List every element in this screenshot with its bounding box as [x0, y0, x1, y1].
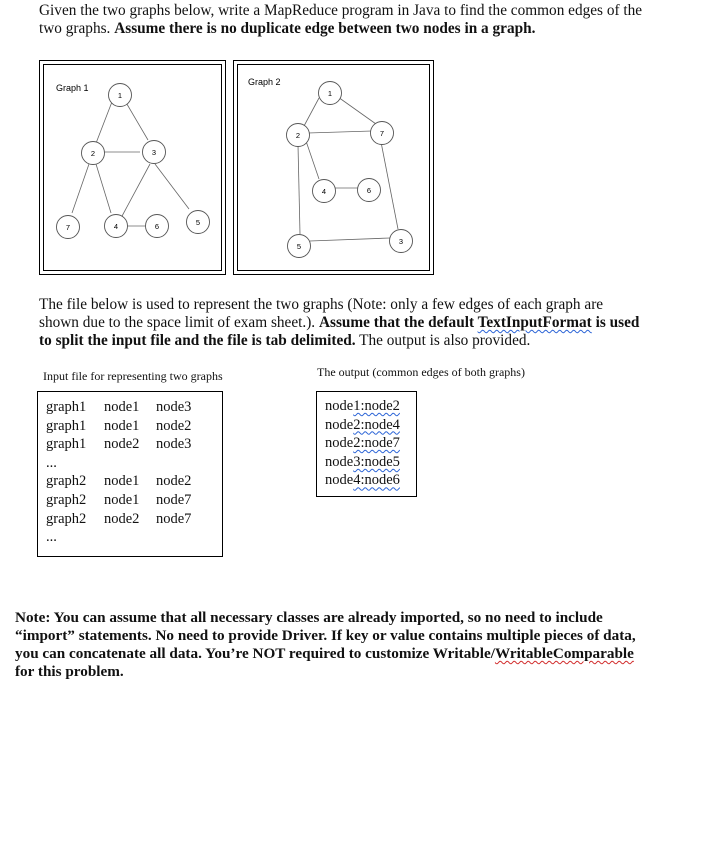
output-source-node: node [325, 453, 354, 470]
graph1-node-label: 1 [117, 91, 123, 100]
output-box [316, 391, 417, 497]
input-cell: graph2 [46, 473, 87, 490]
graph2-node-3 [390, 230, 413, 253]
graph2-node-label: 1 [327, 89, 333, 98]
input-cell: graph1 [46, 417, 87, 434]
input-row [46, 435, 214, 454]
graph1-node-6 [146, 215, 169, 238]
graph2-node-label: 7 [379, 129, 385, 138]
input-cell: node2 [104, 510, 140, 527]
input-cell: node7 [156, 510, 192, 527]
graph2-title: Graph 2 [248, 77, 281, 87]
file-desc-text: The file below is used to represent the two graphs (Note: only a few edges of each graph are shown due to the space limit of exam sheet.). [39, 296, 604, 331]
graph2-node-7 [371, 122, 394, 145]
graph1-node-4 [105, 215, 128, 238]
file-desc-tail: The output is also provided. [355, 332, 531, 349]
input-row [46, 491, 214, 510]
note-text: Note: You can assume that all necessary classes are already imported, so no need to include “import” statements. No need to provide Driver. If key or value contains multiple pieces of data, you can concatenate all data. You’re NOT required to customize Writable/ [15, 609, 636, 662]
input-cell: graph1 [46, 436, 87, 453]
graph1-svg [40, 61, 225, 274]
output-edge-mark: 4:node6 [353, 472, 400, 489]
writablecomparable-term: WritableComparable [494, 645, 634, 662]
input-cell: node7 [156, 491, 192, 508]
input-cell: graph2 [46, 491, 87, 508]
graph1-node-3 [143, 141, 166, 164]
input-cell: ... [46, 454, 57, 471]
output-source-node: node [325, 472, 354, 489]
textinputformat-term: TextInputFormat [477, 314, 592, 331]
input-caption: Input file for representing two graphs [43, 369, 223, 383]
graph2-node-label: 5 [296, 242, 302, 251]
note-tail: for this problem. [15, 663, 124, 680]
input-cell: node2 [156, 417, 192, 434]
graph2-node-label: 2 [295, 131, 301, 140]
graph2-node-label: 6 [366, 186, 372, 195]
file-desc-bold1: Assume that the default [318, 314, 478, 331]
graph1-figure [39, 60, 226, 275]
intro-bold: Assume there is no duplicate edge between two nodes in a graph. [114, 20, 536, 37]
graph2-figure [233, 60, 434, 275]
input-row [46, 398, 214, 417]
input-row [46, 510, 214, 529]
graph1-node-7 [57, 216, 80, 239]
output-row [325, 453, 408, 472]
graph1-node-1 [109, 84, 132, 107]
output-edge-mark: 3:node5 [353, 453, 400, 470]
input-cell: node3 [156, 436, 192, 453]
input-cell: node3 [156, 399, 192, 415]
graph2-node-6 [358, 179, 381, 202]
graph1-node-label: 3 [151, 148, 157, 157]
graph1-node-label: 2 [90, 149, 96, 158]
graph1-node-2 [82, 142, 105, 165]
file-desc-bold2: is used to split the input file and the file is tab delimited. [39, 314, 640, 349]
output-edge-mark: 2:node7 [353, 435, 400, 452]
input-row [46, 454, 214, 473]
graph2-node-1 [319, 82, 342, 105]
input-cell: ... [46, 529, 57, 546]
output-edge-mark: 2:node4 [353, 416, 400, 433]
graph1-node-label: 4 [113, 222, 119, 231]
output-caption: The output (common edges of both graphs) [317, 365, 525, 379]
output-source-node: node [325, 398, 354, 414]
input-cell: node2 [104, 436, 140, 453]
input-cell: node1 [104, 399, 140, 415]
input-cell: node1 [104, 417, 140, 434]
input-cell: graph1 [46, 399, 87, 415]
input-cell: node2 [156, 473, 192, 490]
output-source-node: node [325, 416, 354, 433]
graph1-node-label: 6 [154, 222, 160, 231]
graph2-node-2 [287, 124, 310, 147]
graph2-node-5 [288, 235, 311, 258]
file-description [39, 296, 645, 350]
output-source-node: node [325, 435, 354, 452]
graph1-node-label: 7 [65, 223, 71, 232]
input-row [46, 472, 214, 491]
output-row [325, 416, 408, 435]
intro-text: Given the two graphs below, write a MapReduce program in Java to find the common edges of the two graphs. [39, 2, 643, 37]
input-cell: node1 [104, 473, 140, 490]
graph2-node-4 [313, 180, 336, 203]
input-cell: graph2 [46, 510, 87, 527]
output-edge-mark: 1:node2 [353, 398, 400, 414]
input-file-box [37, 391, 223, 557]
graph2-node-label: 4 [321, 187, 327, 196]
input-row [46, 417, 214, 436]
intro-paragraph [39, 2, 645, 38]
output-row [325, 434, 408, 453]
graph1-title: Graph 1 [56, 83, 89, 93]
graph2-node-label: 3 [398, 237, 404, 246]
output-row [325, 397, 408, 416]
graph2-svg [234, 61, 433, 274]
graph1-node-5 [187, 211, 210, 234]
input-cell: node1 [104, 491, 140, 508]
input-row [46, 528, 214, 547]
graph1-node-label: 5 [195, 218, 201, 227]
note-paragraph [15, 609, 655, 681]
output-row [325, 471, 408, 490]
